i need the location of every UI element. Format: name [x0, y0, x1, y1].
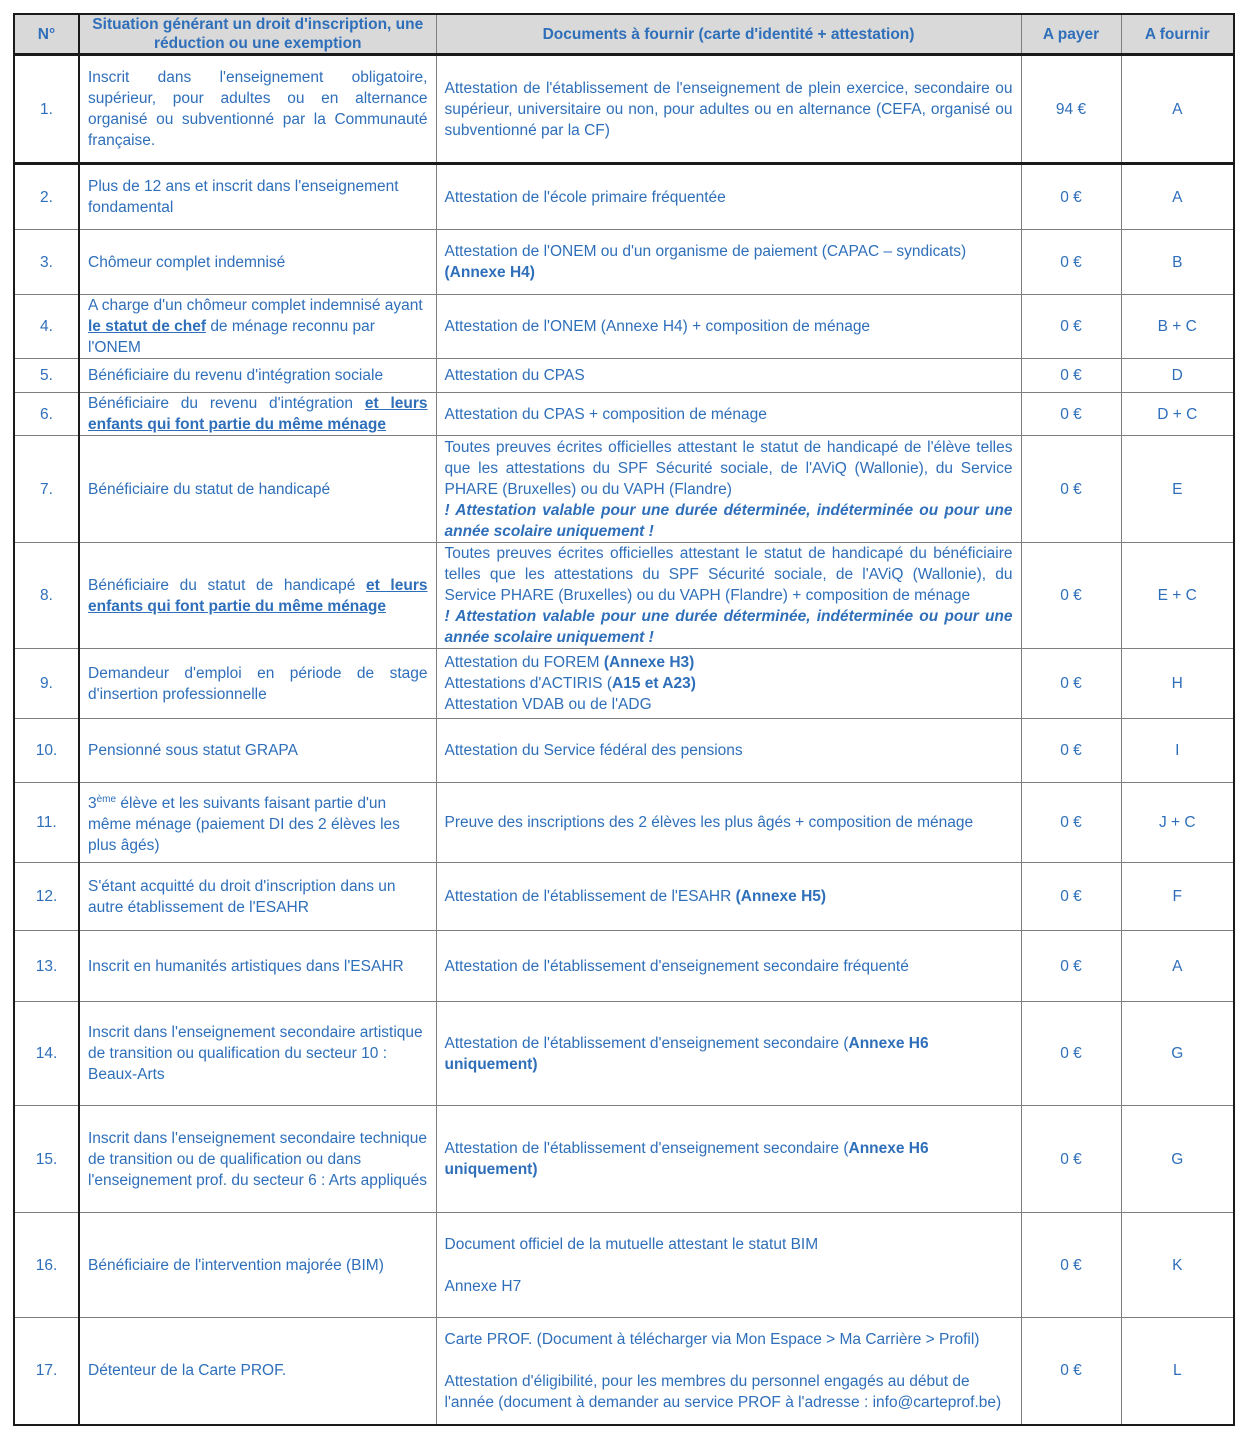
row-number: 5. [14, 359, 79, 393]
row-pay: 94 € [1021, 55, 1121, 164]
table-row [14, 55, 1234, 164]
doc-line [445, 673, 1013, 694]
situation-ordinal: 3 [88, 795, 97, 813]
row-pay: 0 € [1021, 1213, 1121, 1318]
doc-annex: A15 et A23 [612, 675, 691, 692]
row-documents: Attestation de l'école primaire fréquentée [436, 164, 1021, 230]
row-documents [436, 1213, 1021, 1318]
row-situation [79, 783, 436, 863]
table-row [14, 393, 1234, 436]
table-row [14, 359, 1234, 393]
doc-text-end: ) [690, 675, 696, 692]
row-number: 3. [14, 230, 79, 295]
row-pay: 0 € [1021, 1106, 1121, 1213]
row-provide: J + C [1121, 783, 1234, 863]
table-row [14, 649, 1234, 719]
row-pay: 0 € [1021, 393, 1121, 436]
row-pay: 0 € [1021, 230, 1121, 295]
row-situation [79, 295, 436, 359]
row-number: 4. [14, 295, 79, 359]
row-documents [436, 1106, 1021, 1213]
row-provide: H [1121, 649, 1234, 719]
table-row [14, 1002, 1234, 1106]
row-number: 6. [14, 393, 79, 436]
doc-annex: Annexe H6 uniquement [444, 1034, 929, 1073]
row-documents: Attestation du CPAS [436, 359, 1021, 393]
row-number: 9. [14, 649, 79, 719]
row-documents [436, 1002, 1021, 1106]
row-documents: Attestation de l'établissement de l'enseignement de plein exercice, secondaire ou supérieur, universitaire ou non, pour adultes ou en alternance (CEFA, organisé ou subventionné par la CF) [436, 55, 1021, 164]
doc-text: Attestation de l'établissement de l'ESAHR [444, 888, 732, 905]
situation-text: Bénéficiaire du revenu d'intégration [88, 395, 354, 412]
row-provide: E + C [1121, 543, 1234, 649]
doc-annex: (Annexe H3) [603, 654, 695, 671]
row-pay: 0 € [1021, 436, 1121, 543]
header-situation: Situation générant un droit d'inscription, une réduction ou une exemption [79, 14, 436, 55]
row-provide: D + C [1121, 393, 1234, 436]
row-provide: G [1121, 1106, 1234, 1213]
row-provide: B [1121, 230, 1234, 295]
row-pay: 0 € [1021, 931, 1121, 1002]
situation-emphasis: le statut de chef [88, 318, 206, 335]
row-pay: 0 € [1021, 164, 1121, 230]
table-row [14, 543, 1234, 649]
situation-text: A charge d'un chômeur complet indemnisé ayant [88, 297, 423, 314]
row-provide: F [1121, 863, 1234, 931]
row-number: 10. [14, 719, 79, 783]
row-pay: 0 € [1021, 649, 1121, 719]
row-situation: Détenteur de la Carte PROF. [79, 1318, 436, 1425]
doc-text-end: ) [532, 1055, 538, 1073]
row-situation: S'étant acquitté du droit d'inscription dans un autre établissement de l'ESAHR [79, 863, 436, 931]
situation-text: Bénéficiaire du statut de handicapé [88, 576, 356, 594]
row-provide: E [1121, 436, 1234, 543]
row-documents [436, 230, 1021, 295]
row-situation: Pensionné sous statut GRAPA [79, 719, 436, 783]
row-situation [79, 543, 436, 649]
table-row [14, 1106, 1234, 1213]
row-situation: Inscrit dans l'enseignement obligatoire, supérieur, pour adultes ou en alternance organisé ou subventionné par la Communauté française. [79, 55, 436, 164]
row-provide: G [1121, 1002, 1234, 1106]
row-number: 2. [14, 164, 79, 230]
row-pay: 0 € [1021, 863, 1121, 931]
row-documents [436, 436, 1021, 543]
table-row [14, 719, 1234, 783]
table-row [14, 230, 1234, 295]
row-number: 16. [14, 1213, 79, 1318]
eligibility-table [13, 13, 1235, 1426]
row-documents: Preuve des inscriptions des 2 élèves les plus âgés + composition de ménage [436, 783, 1021, 863]
table-row [14, 783, 1234, 863]
header-documents: Documents à fournir (carte d'identité + attestation) [436, 14, 1021, 55]
row-pay: 0 € [1021, 1318, 1121, 1425]
row-number: 7. [14, 436, 79, 543]
row-pay: 0 € [1021, 295, 1121, 359]
row-number: 11. [14, 783, 79, 863]
row-documents [436, 1318, 1021, 1425]
row-provide: K [1121, 1213, 1234, 1318]
row-number: 15. [14, 1106, 79, 1213]
doc-text: Attestation de l'ONEM ou d'un organisme de paiement (CAPAC – syndicats) [444, 243, 967, 260]
row-documents: Attestation du CPAS + composition de ménage [436, 393, 1021, 436]
doc-text: Attestation d'éligibilité, pour les membres du personnel engagés au début de l'année (document à demander au service PROF à l'adresse : info@carteprof.be) [444, 1372, 1002, 1411]
situation-emphasis: et leurs enfants qui font partie du même ménage [88, 576, 428, 615]
header-pay: A payer [1021, 14, 1121, 55]
table-row [14, 436, 1234, 543]
doc-annex: Annexe H7 [444, 1277, 522, 1295]
doc-annex: (Annexe H5) [735, 888, 827, 905]
table-row [14, 1318, 1234, 1425]
row-provide: I [1121, 719, 1234, 783]
row-provide: B + C [1121, 295, 1234, 359]
doc-annex: (Annexe H4) [444, 264, 535, 281]
row-provide: L [1121, 1318, 1234, 1425]
row-situation: Plus de 12 ans et inscrit dans l'enseignement fondamental [79, 164, 436, 230]
row-number: 14. [14, 1002, 79, 1106]
row-situation: Inscrit en humanités artistiques dans l'ESAHR [79, 931, 436, 1002]
doc-line [445, 652, 1013, 673]
row-pay: 0 € [1021, 1002, 1121, 1106]
row-situation [79, 393, 436, 436]
situation-text-end: de ménage reconnu par l'ONEM [88, 318, 375, 356]
situation-text: élève et les suivants faisant partie d'un même ménage (paiement DI des 2 élèves les plus âgés) [88, 795, 400, 855]
doc-text: Attestation du FOREM [444, 654, 600, 671]
table-row [14, 1213, 1234, 1318]
row-documents [436, 649, 1021, 719]
header-num: N° [14, 14, 79, 55]
doc-text: Attestations d'ACTIRIS ( [444, 675, 612, 692]
doc-text: Document officiel de la mutuelle attestant le statut BIM [444, 1235, 819, 1253]
doc-annex: Annexe H6 uniquement [444, 1140, 929, 1178]
row-documents: Attestation de l'établissement d'enseignement secondaire fréquenté [436, 931, 1021, 1002]
row-situation: Bénéficiaire du statut de handicapé [79, 436, 436, 543]
row-situation: Inscrit dans l'enseignement secondaire technique de transition ou de qualification ou dans l'enseignement prof. du secteur 6 : Arts appliqués [79, 1106, 436, 1213]
header-provide: A fournir [1121, 14, 1234, 55]
row-provide: A [1121, 931, 1234, 1002]
row-situation: Bénéficiaire du revenu d'intégration sociale [79, 359, 436, 393]
doc-text: Attestation VDAB ou de l'ADG [444, 696, 652, 713]
row-number: 8. [14, 543, 79, 649]
doc-text: Carte PROF. (Document à télécharger via Mon Espace > Ma Carrière > Profil) [444, 1330, 980, 1348]
row-pay: 0 € [1021, 543, 1121, 649]
row-situation: Chômeur complet indemnisé [79, 230, 436, 295]
row-provide: A [1121, 55, 1234, 164]
row-pay: 0 € [1021, 719, 1121, 783]
situation-emphasis: et leurs enfants qui font partie du même ménage [88, 395, 428, 433]
row-provide: A [1121, 164, 1234, 230]
row-situation: Inscrit dans l'enseignement secondaire artistique de transition ou qualification du secteur 10 : Beaux-Arts [79, 1002, 436, 1106]
row-documents [436, 543, 1021, 649]
row-number: 12. [14, 863, 79, 931]
row-documents: Attestation du Service fédéral des pensions [436, 719, 1021, 783]
doc-text: Toutes preuves écrites officielles attestant le statut de handicapé de l'élève telles que les attestations du SPF Sécurité sociale, de l'AViQ (Wallonie), du Service PHARE (Bruxelles) ou du VAPH (Flandre) [444, 438, 1013, 498]
row-documents: Attestation de l'ONEM (Annexe H4) + composition de ménage [436, 295, 1021, 359]
row-documents [436, 863, 1021, 931]
row-provide: D [1121, 359, 1234, 393]
doc-warning: ! Attestation valable pour une durée déterminée, indéterminée ou pour une année scolaire uniquement ! [444, 501, 1013, 540]
doc-text: Attestation de l'établissement d'enseignement secondaire ( [444, 1034, 849, 1052]
table-row [14, 931, 1234, 1002]
doc-warning: ! Attestation valable pour une durée déterminée, indéterminée ou pour une année scolaire uniquement ! [444, 608, 1013, 646]
doc-text: Attestation de l'établissement d'enseignement secondaire ( [444, 1140, 849, 1157]
doc-text: Toutes preuves écrites officielles attestant le statut de handicapé du bénéficiaire telles que les attestations du SPF Sécurité sociale, de l'AViQ (Wallonie), du Service PHARE (Bruxelles) ou du VAPH (Flandre) + composition de ménage [444, 545, 1013, 604]
doc-text-end: ) [532, 1161, 538, 1178]
row-number: 13. [14, 931, 79, 1002]
row-pay: 0 € [1021, 783, 1121, 863]
row-number: 17. [14, 1318, 79, 1425]
situation-ordinal-suffix: ème [96, 793, 117, 805]
table-row [14, 295, 1234, 359]
table-row [14, 164, 1234, 230]
row-situation: Bénéficiaire de l'intervention majorée (BIM) [79, 1213, 436, 1318]
table-row [14, 863, 1234, 931]
row-situation: Demandeur d'emploi en période de stage d'insertion professionnelle [79, 649, 436, 719]
row-number: 1. [14, 55, 79, 164]
row-pay: 0 € [1021, 359, 1121, 393]
